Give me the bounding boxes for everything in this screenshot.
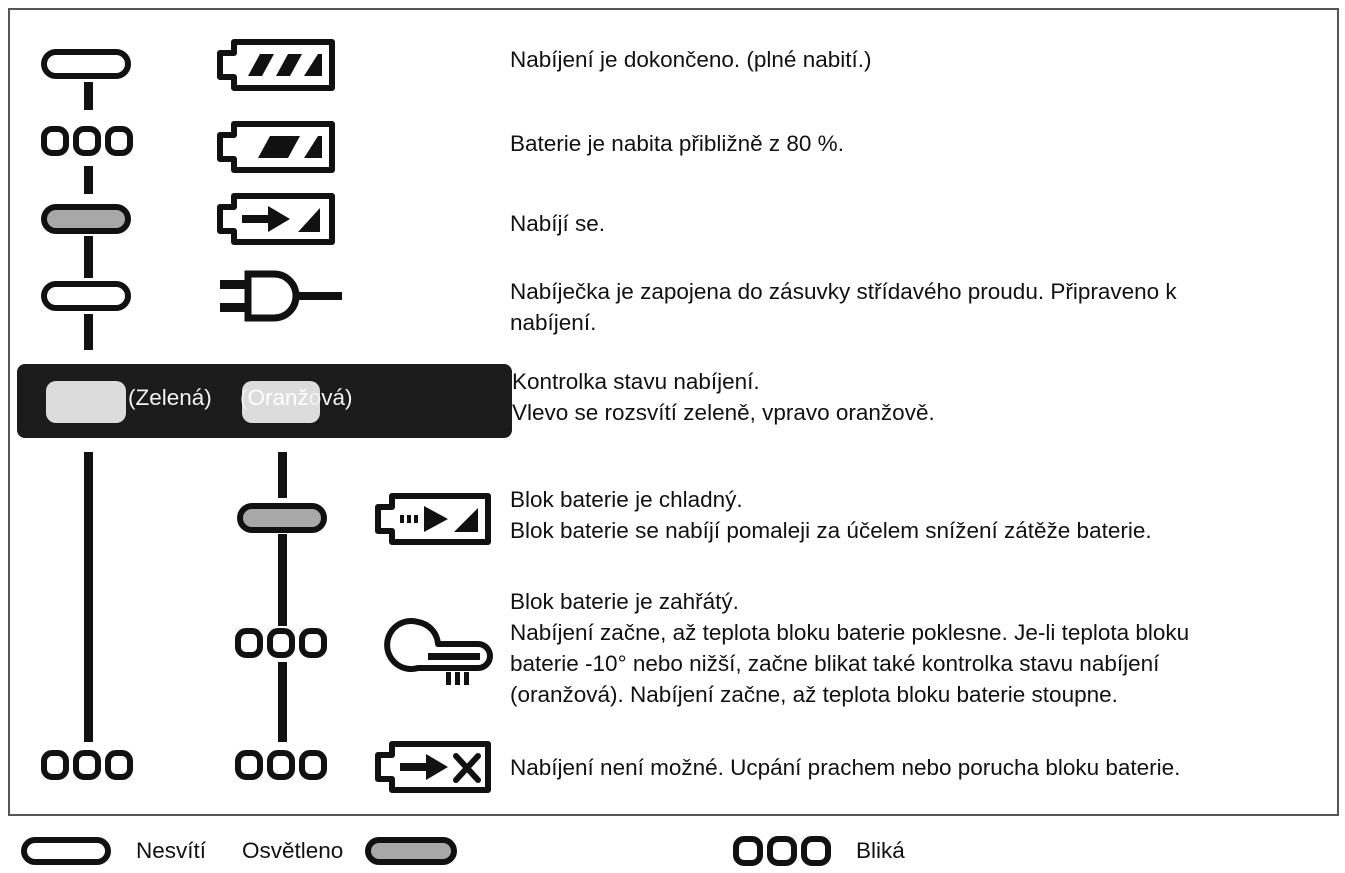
- connector-line: [84, 452, 93, 742]
- battery-error-icon: [370, 738, 496, 796]
- connector-line: [278, 534, 287, 626]
- indicator-description: Kontrolka stavu nabíjení. Vlevo se rozsvítí zeleně, vpravo oranžově.: [512, 369, 935, 425]
- battery-80-icon: [212, 118, 340, 176]
- state-cold-text: Blok baterie je chladný. Blok baterie se nabíjí pomaleji za účelem snížení zátěže baterie.: [510, 487, 1152, 543]
- connector-line: [278, 452, 287, 498]
- state-plugged-text: Nabíječka je zapojena do zásuvky střídavého proudu. Připraveno k nabíjení.: [510, 279, 1177, 335]
- orange-label: (Oranžová): [240, 385, 353, 410]
- legend-blink-label: Bliká: [856, 838, 905, 863]
- led-blink-icon: [234, 624, 330, 664]
- legend-blink-icon: [732, 832, 832, 870]
- state-full-text: Nabíjení je dokončeno. (plné nabití.): [510, 47, 872, 72]
- led-blink-icon: [234, 746, 330, 786]
- legend-off-icon: [20, 836, 112, 866]
- state-80-text: Baterie je nabita přibližně z 80 %.: [510, 131, 844, 156]
- battery-cold-icon: [370, 490, 496, 548]
- green-indicator-lamp: [46, 381, 126, 423]
- led-blink-icon: [40, 746, 136, 786]
- led-on-icon: [236, 502, 328, 534]
- led-off-icon: [40, 48, 132, 80]
- state-error-text: Nabíjení není možné. Ucpání prachem nebo porucha bloku baterie.: [510, 755, 1181, 780]
- plug-icon: [218, 266, 344, 326]
- connector-line: [84, 314, 93, 350]
- legend-off-label: Nesvítí: [136, 838, 207, 863]
- thermometer-icon: [372, 612, 498, 688]
- led-on-icon: [40, 203, 132, 235]
- battery-full-icon: [212, 36, 340, 94]
- connector-line: [84, 166, 93, 194]
- state-charging-text: Nabíjí se.: [510, 211, 606, 236]
- state-hot-text: Blok baterie je zahřátý. Nabíjení začne, až teplota bloku baterie poklesne. Je-li teplota bloku baterie -10° nebo nižší, začne blikat také kontrolka stavu nabíjení (oranžová). Nabíjení začne, až teplota bloku baterie stoupne.: [510, 589, 1190, 707]
- green-label: (Zelená): [128, 385, 212, 410]
- connector-line: [278, 662, 287, 742]
- legend-on-icon: [364, 836, 458, 866]
- connector-line: [84, 82, 93, 110]
- led-off-icon: [40, 280, 132, 312]
- battery-charging-icon: [212, 190, 340, 248]
- led-blink-icon: [40, 122, 136, 162]
- connector-line: [84, 236, 93, 278]
- legend-on-label: Osvětleno: [242, 838, 344, 863]
